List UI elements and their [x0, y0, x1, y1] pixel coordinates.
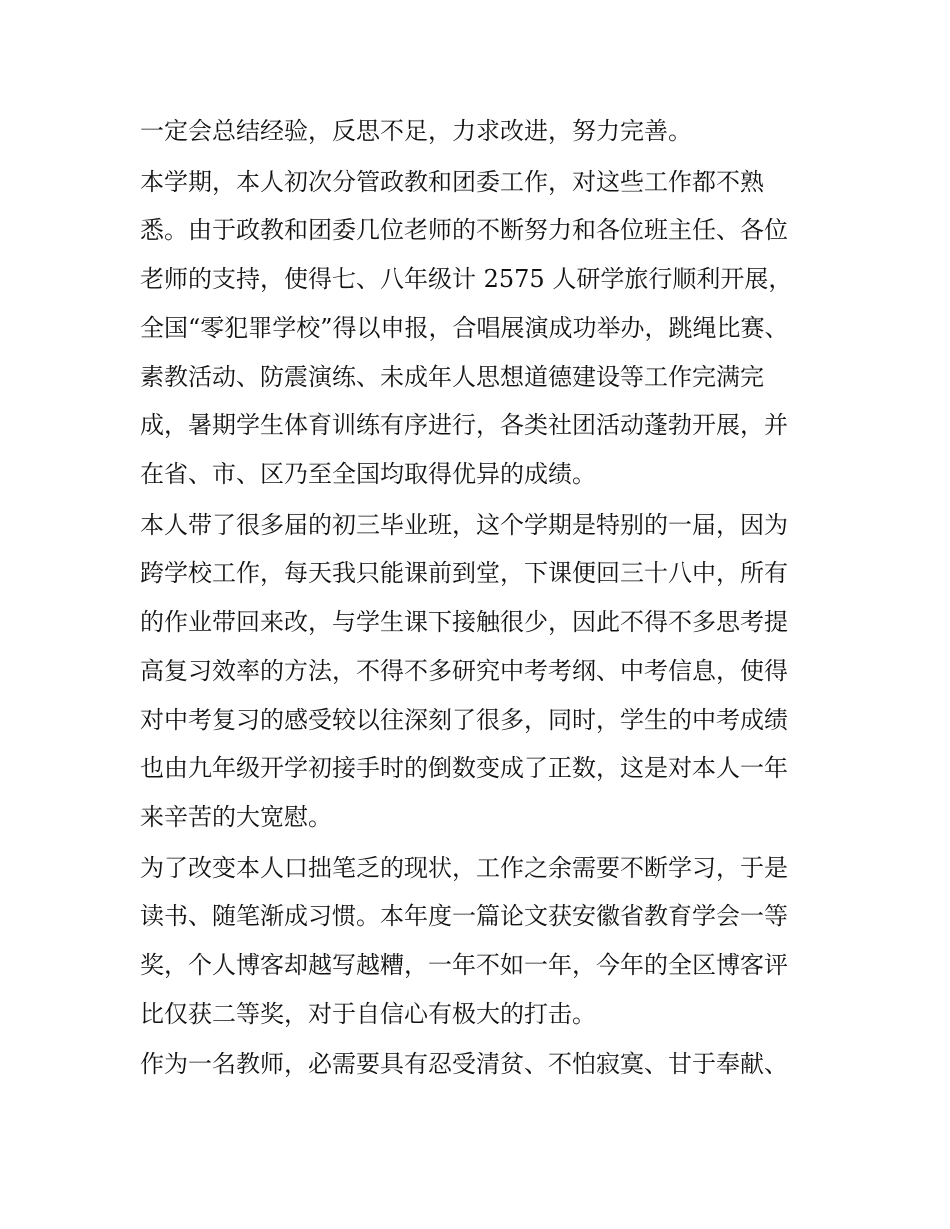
text-line: 对中考复习的感受较以往深刻了很多，同时，学生的中考成绩 — [140, 705, 788, 734]
text-line: 素教活动、防震演练、未成年人思想道德建设等工作完满完 — [140, 362, 764, 391]
text-line: 跨学校工作，每天我只能课前到堂，下课便回三十八中，所有 — [140, 559, 788, 588]
text-line: 奖，个人博客却越写越糟，一年不如一年，今年的全区博客评 — [140, 951, 788, 980]
text-line: 比仅获二等奖，对于自信心有极大的打击。 — [140, 999, 596, 1028]
text-line: 悉。由于政教和团委几位老师的不断努力和各位班主任、各位 — [140, 216, 788, 245]
text-line: 读书、随笔渐成习惯。本年度一篇论文获安徽省教育学会一等 — [140, 902, 788, 931]
text-line: 本学期，本人初次分管政教和团委工作，对这些工作都不熟 — [140, 167, 764, 196]
text-line: 的作业带回来改，与学生课下接触很少，因此不得不多思考提 — [140, 608, 788, 637]
text-line: 作为一名教师，必需要具有忍受清贫、不怕寂寞、甘于奉献、 — [140, 1050, 788, 1079]
text-line: 成，暑期学生体育训练有序进行，各类社团活动蓬勃开展，并 — [140, 411, 788, 440]
text-line: 也由九年级开学初接手时的倒数变成了正数，这是对本人一年 — [140, 754, 788, 783]
document-body — [140, 107, 820, 1089]
text-line: 在省、市、区乃至全国均取得优异的成绩。 — [140, 460, 596, 489]
text-line: 一定会总结经验，反思不足，力求改进，努力完善。 — [140, 117, 692, 145]
text-line: 为了改变本人口拙笔乏的现状，工作之余需要不断学习，于是 — [140, 853, 788, 882]
text-line: 老师的支持，使得七、八年级计 2575 人研学旅行顺利开展， — [140, 265, 793, 294]
text-line: 全国“零犯罪学校”得以申报，合唱展演成功举办，跳绳比赛、 — [140, 313, 789, 342]
text-line: 本人带了很多届的初三毕业班，这个学期是特别的一届，因为 — [140, 510, 788, 539]
text-line: 来辛苦的大宽慰。 — [140, 803, 332, 832]
text-line: 高复习效率的方法，不得不多研究中考考纲、中考信息，使得 — [140, 656, 788, 685]
